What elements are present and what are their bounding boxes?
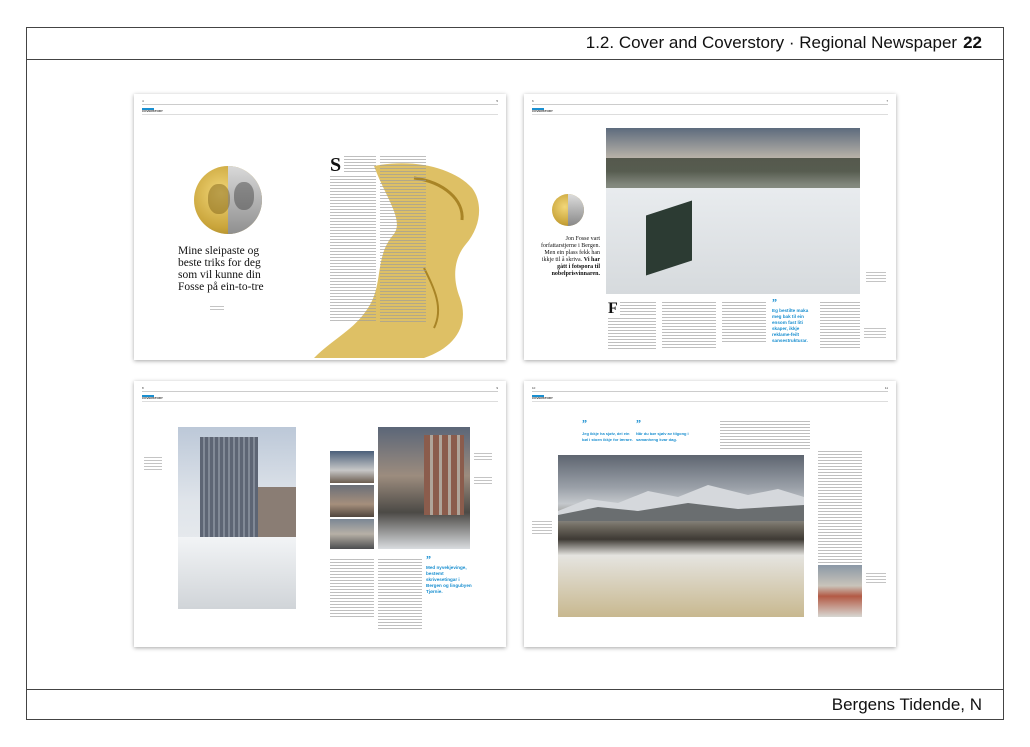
photo-street-houses — [818, 565, 862, 617]
rule — [142, 104, 498, 105]
slide-header — [26, 27, 1004, 60]
photo-caption — [144, 457, 162, 471]
text-column — [330, 559, 374, 619]
page-number-right: 5 — [496, 99, 498, 103]
rule — [142, 401, 498, 402]
text-column — [620, 302, 656, 316]
quote-mark-icon: ” — [772, 298, 777, 309]
bench — [646, 201, 692, 276]
quote-mark-icon: ” — [636, 419, 641, 430]
slide-page-number: 22 — [963, 33, 982, 52]
photo-small-1 — [330, 451, 374, 483]
section-label: COVERSTORY — [532, 109, 553, 113]
spread-architecture — [134, 381, 506, 647]
rule — [532, 104, 888, 105]
medal-profile — [208, 184, 230, 214]
tower-building — [200, 437, 258, 545]
pull-quote-right: Når du bør sjølv av tilgong i samanheng kvar dag. — [636, 431, 689, 442]
photo-tower-block — [178, 427, 296, 609]
text-column — [378, 559, 422, 629]
page-number-right: 7 — [886, 99, 888, 103]
quote-mark-icon: ” — [582, 419, 587, 430]
photo-caption — [866, 272, 886, 284]
rule — [532, 401, 888, 402]
rule — [142, 114, 498, 115]
text-column — [820, 302, 860, 350]
nobel-medal-icon — [552, 194, 584, 226]
page-number-left: 8 — [142, 386, 144, 390]
intro-bold: Vi har gått i fotspora til nobelprisvinnaren. — [551, 257, 600, 277]
pull-quote: Eg bestilte maka meg bak til ein ensom fast liti skaper, ikkje reklame-feilt sansestrukturar. — [772, 308, 809, 343]
byline — [210, 306, 224, 312]
footer-credit: Bergens Tidende, N — [831, 695, 982, 714]
page-number-left: 6 — [532, 99, 534, 103]
spread-headline: Mine sleipaste og beste triks for deg som vil kunne din Fosse på ein-to-tre — [178, 245, 264, 293]
spread-cover-story-opening — [134, 94, 506, 360]
text-column — [720, 421, 810, 451]
slide-title — [586, 33, 982, 53]
photo-small-2 — [330, 485, 374, 517]
nobel-medal-icon — [194, 166, 262, 234]
drop-cap: F — [608, 300, 618, 317]
text-column — [722, 302, 766, 342]
text-column — [330, 176, 376, 322]
rule — [532, 391, 888, 392]
portrait-face — [234, 182, 254, 210]
spread-mountain-view — [524, 381, 896, 647]
slide-footer — [26, 689, 1004, 720]
fact-box — [864, 328, 886, 338]
intro-lead: Jon Fosse vart forfattarstjerne i Bergen. Men ein plass fekk han ikkje til å skriva. — [540, 236, 600, 263]
photo-courtyard — [378, 427, 470, 549]
quote-mark-icon: ” — [426, 555, 431, 566]
text-column — [662, 302, 716, 350]
photo-caption — [532, 521, 552, 535]
photo-caption — [474, 453, 492, 461]
section-label: COVERSTORY — [142, 109, 163, 113]
pull-quote: Med nyvekjevinge, bestemt skrivesetingar i Bergen og lingubyen Tjørnie. — [426, 565, 472, 594]
photo-small-3 — [330, 519, 374, 549]
photo-mountain-panorama — [558, 455, 804, 617]
mountain-ridge — [558, 481, 804, 521]
page-number-left: 4 — [142, 99, 144, 103]
slide-title-text: 1.2. Cover and Coverstory · Regional Newspaper — [585, 33, 958, 52]
pull-quote-left: Jeg ikkje ha sjølv, dei ein bøl i stoen ikkje for lærare. — [582, 431, 633, 442]
intro-text — [538, 236, 600, 278]
text-column — [344, 156, 376, 174]
page-number-left: 10 — [532, 386, 536, 390]
rule — [142, 391, 498, 392]
section-label: COVERSTORY — [142, 396, 163, 400]
drop-cap: S — [330, 154, 342, 176]
section-label: COVERSTORY — [532, 396, 553, 400]
photo-caption — [866, 573, 886, 583]
photo-caption — [474, 477, 492, 485]
photo-snowy-park-bench — [606, 128, 860, 294]
page-number-right: 11 — [884, 386, 888, 390]
spread-fosse-footsteps — [524, 94, 896, 360]
page-number-right: 9 — [496, 386, 498, 390]
rule — [532, 114, 888, 115]
text-column — [608, 318, 656, 350]
text-column — [380, 156, 426, 324]
text-column — [818, 451, 862, 563]
